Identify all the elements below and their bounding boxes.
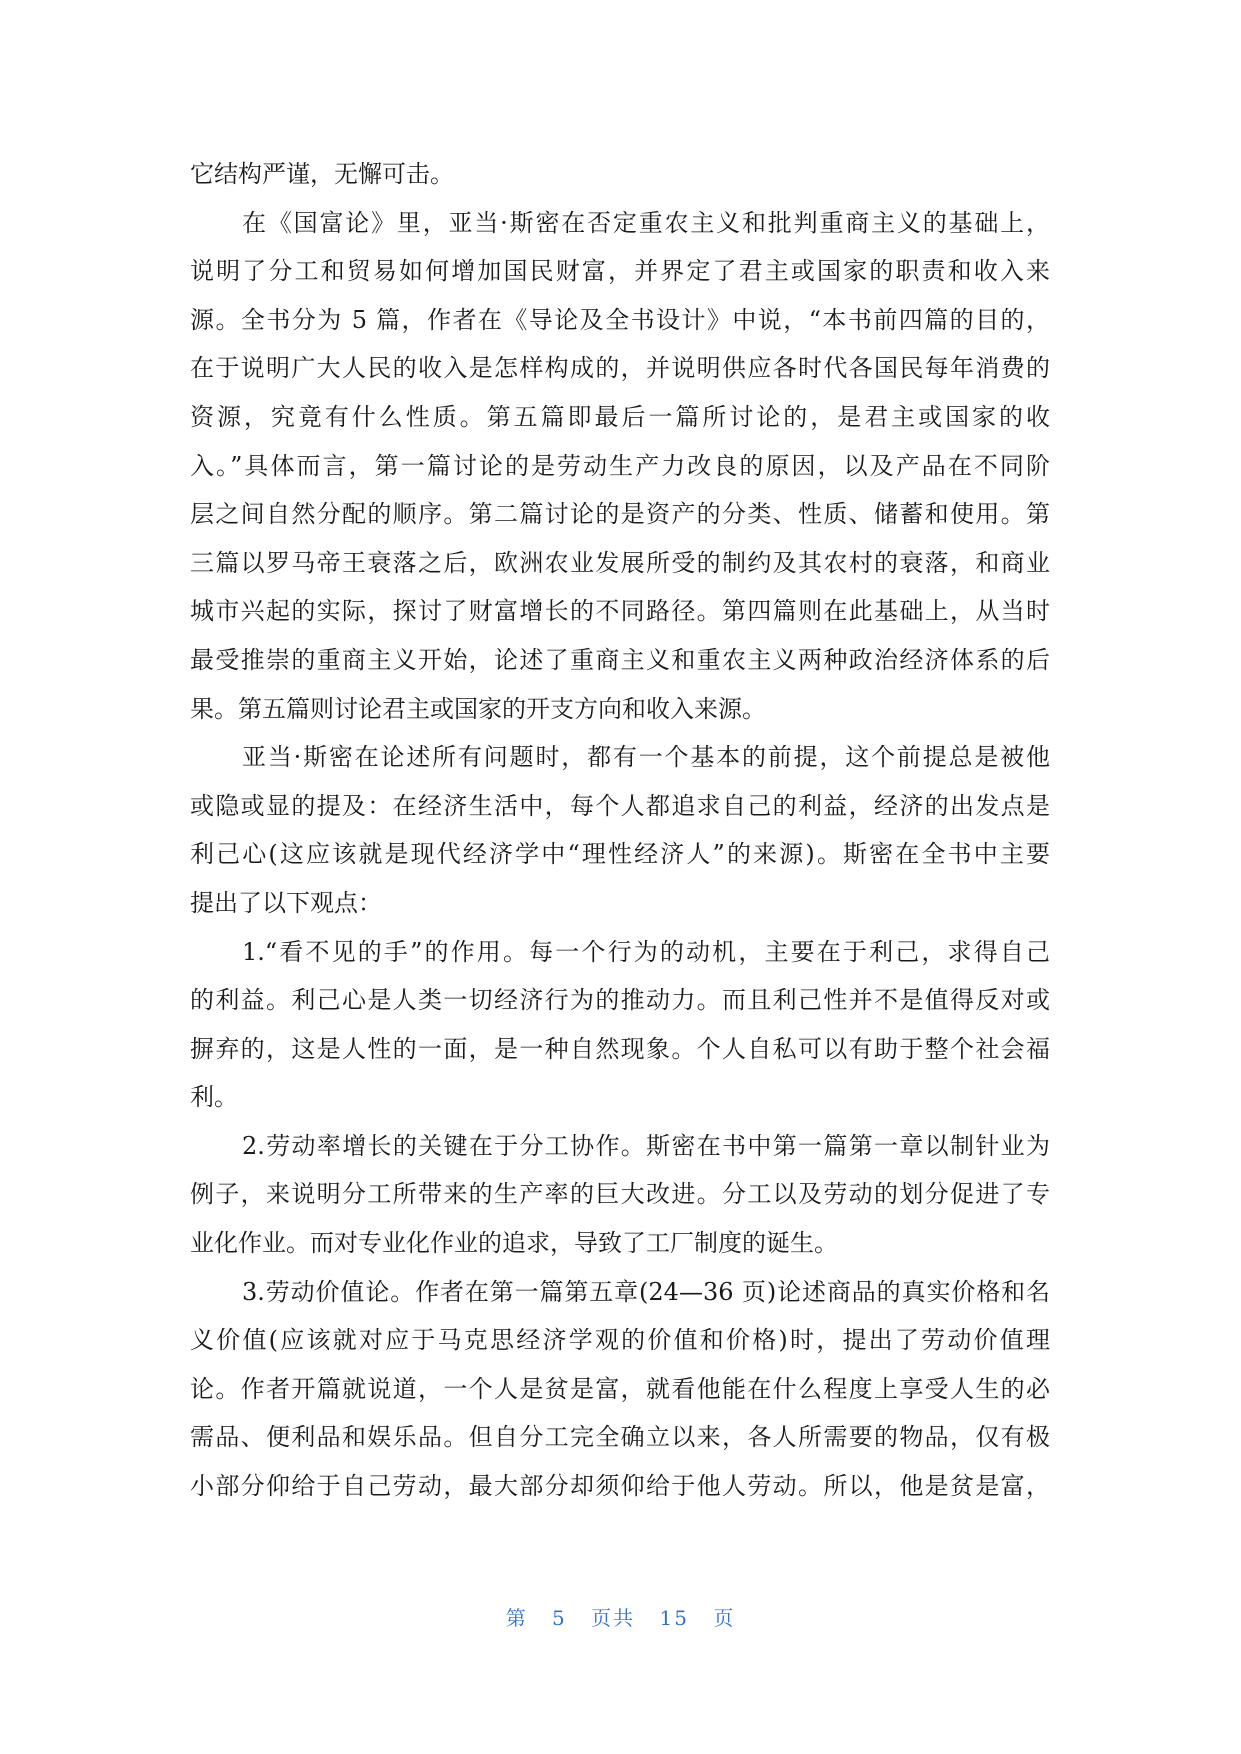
current-page-number: 5 xyxy=(552,1606,567,1630)
total-page-count: 15 xyxy=(659,1606,689,1630)
footer-prefix: 第 xyxy=(505,1606,528,1630)
paragraph xyxy=(190,1122,1050,1268)
paragraph xyxy=(190,199,1050,734)
text-line: 1.“看不见的手”的作用。每一个行为的动机，主要在于利己，求得自己 xyxy=(242,937,1050,966)
text-line: 果。第五篇则讨论君主或国家的开支方向和收入来源。 xyxy=(190,694,766,723)
text-line: 利己心(这应该就是现代经济学中“理性经济人”的来源)。斯密在全书中主要 xyxy=(190,840,1050,869)
paragraph xyxy=(190,1268,1050,1511)
text-line: 层之间自然分配的顺序。第二篇讨论的是资产的分类、性质、储蓄和使用。第 xyxy=(190,500,1050,529)
text-line: 小部分仰给于自己劳动，最大部分却须仰给于他人劳动。所以，他是贫是富， xyxy=(190,1472,1050,1501)
page-footer xyxy=(0,1602,1241,1631)
text-line: 三篇以罗马帝王衰落之后，欧洲农业发展所受的制约及其农村的衰落，和商业 xyxy=(190,548,1050,577)
document-body xyxy=(190,150,1050,1511)
text-line: 在于说明广大人民的收入是怎样构成的，并说明供应各时代各国民每年消费的 xyxy=(190,354,1050,383)
text-line: 业化作业。而对专业化作业的追求，导致了工厂制度的诞生。 xyxy=(190,1229,838,1258)
text-line: 资源，究竟有什么性质。第五篇即最后一篇所讨论的，是君主或国家的收 xyxy=(190,402,1050,431)
text-line: 3.劳动价值论。作者在第一篇第五章(24—36 页)论述商品的真实价格和名 xyxy=(242,1277,1050,1306)
footer-middle: 页共 xyxy=(591,1606,636,1630)
text-line: 论。作者开篇就说道，一个人是贫是富，就看他能在什么程度上享受人生的必 xyxy=(190,1374,1050,1403)
text-line: 2.劳动率增长的关键在于分工协作。斯密在书中第一篇第一章以制针业为 xyxy=(242,1131,1050,1160)
text-line: 它结构严谨，无懈可击。 xyxy=(190,160,454,188)
text-line: 例子，来说明分工所带来的生产率的巨大改进。分工以及劳动的划分促进了专 xyxy=(190,1180,1050,1209)
footer-suffix: 页 xyxy=(713,1606,736,1630)
text-line: 或隐或显的提及：在经济生活中，每个人都追求自己的利益，经济的出发点是 xyxy=(190,791,1050,820)
paragraph xyxy=(190,733,1050,927)
text-line: 义价值(应该就对应于马克思经济学观的价值和价格)时，提出了劳动价值理 xyxy=(190,1326,1050,1355)
text-line: 在《国富论》里，亚当·斯密在否定重农主义和批判重商主义的基础上， xyxy=(242,208,1050,237)
paragraph xyxy=(190,150,1050,199)
text-line: 说明了分工和贸易如何增加国民财富，并界定了君主或国家的职责和收入来 xyxy=(190,257,1050,286)
text-line: 需品、便利品和娱乐品。但自分工完全确立以来，各人所需要的物品，仅有极 xyxy=(190,1423,1050,1452)
text-line: 摒弃的，这是人性的一面，是一种自然现象。个人自私可以有助于整个社会福 xyxy=(190,1034,1050,1063)
text-line: 亚当·斯密在论述所有问题时，都有一个基本的前提，这个前提总是被他 xyxy=(242,743,1050,772)
text-line: 提出了以下观点： xyxy=(190,888,382,917)
text-line: 利。 xyxy=(190,1083,238,1112)
text-line: 的利益。利己心是人类一切经济行为的推动力。而且利己性并不是值得反对或 xyxy=(190,986,1050,1015)
paragraph xyxy=(190,928,1050,1122)
text-line: 源。全书分为 5 篇，作者在《导论及全书设计》中说，“本书前四篇的目的， xyxy=(190,305,1050,334)
text-line: 入。”具体而言，第一篇讨论的是劳动生产力改良的原因，以及产品在不同阶 xyxy=(190,451,1050,480)
text-line: 最受推崇的重商主义开始，论述了重商主义和重农主义两种政治经济体系的后 xyxy=(190,645,1050,674)
text-line: 城市兴起的实际，探讨了财富增长的不同路径。第四篇则在此基础上，从当时 xyxy=(190,597,1050,626)
